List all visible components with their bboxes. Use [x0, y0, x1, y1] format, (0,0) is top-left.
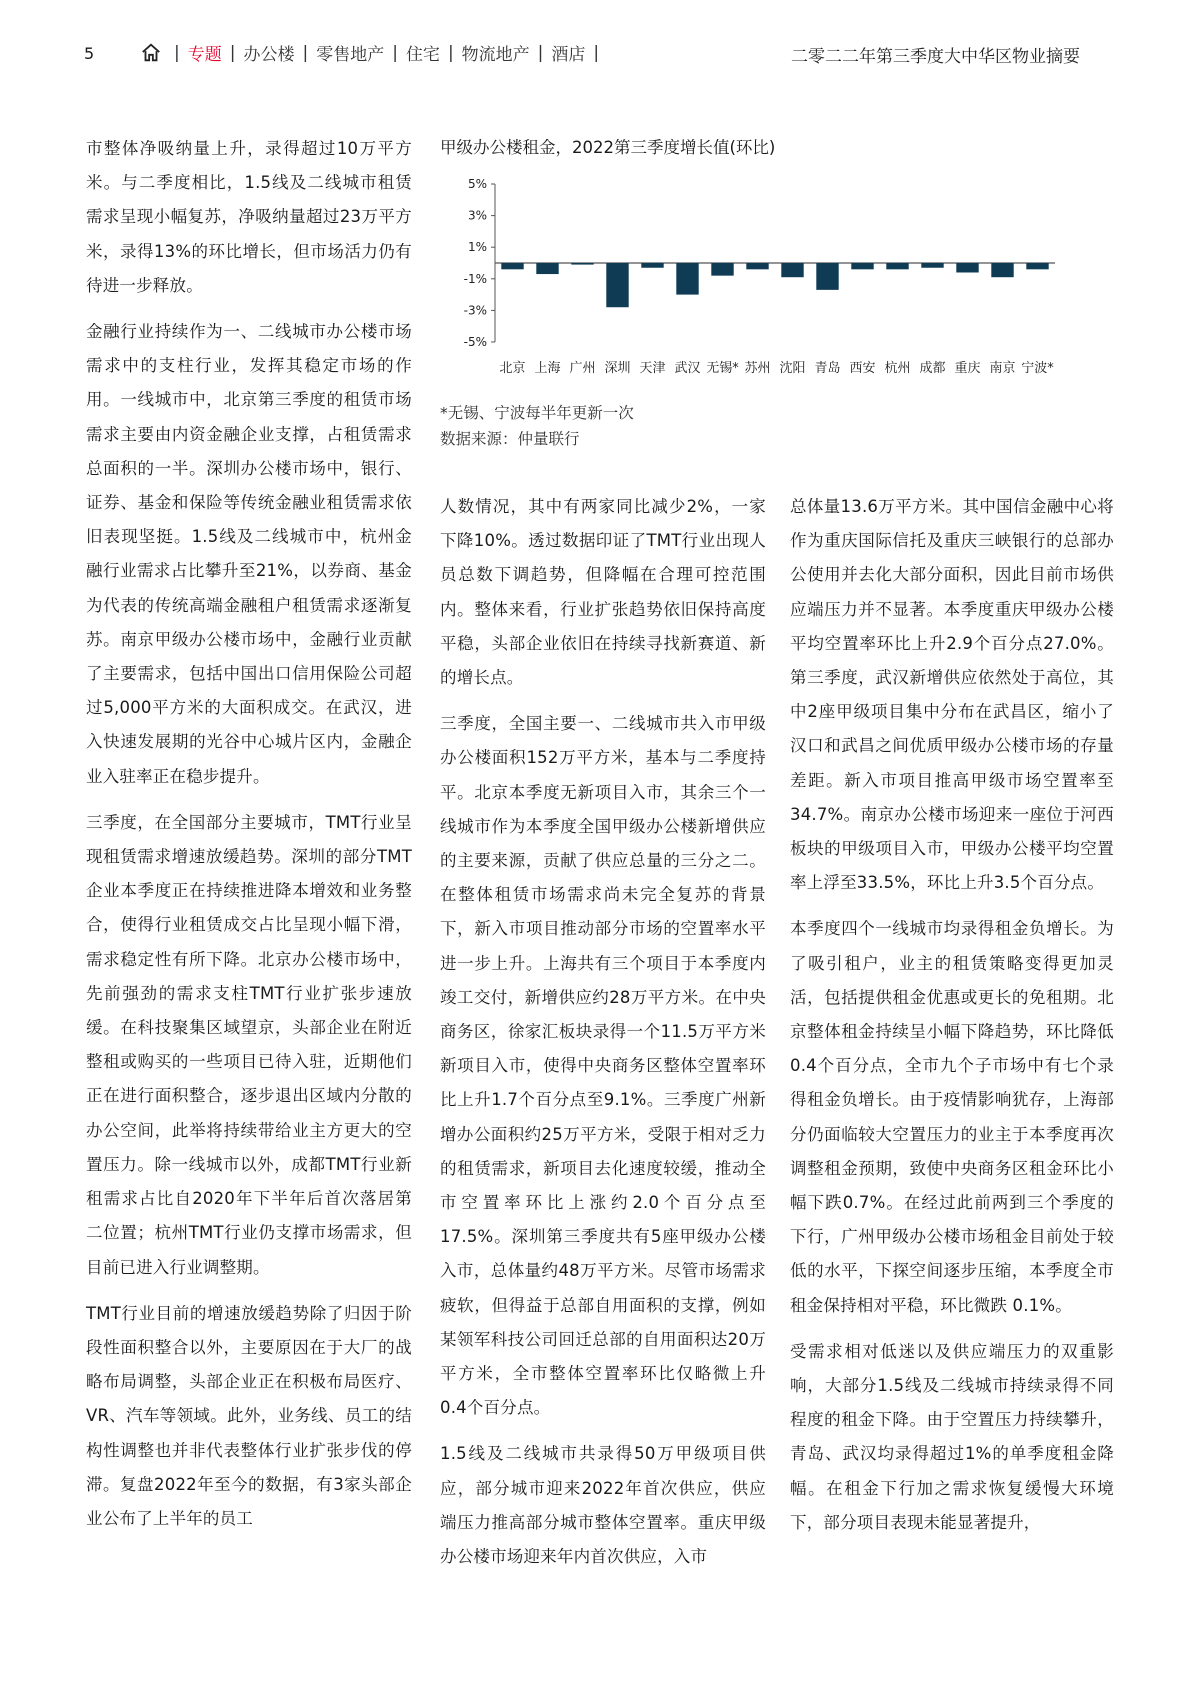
- paragraph: 本季度四个一线城市均录得租金负增长。为了吸引租户，业主的租赁策略变得更加灵活，包括提供租金优惠或更长的免租期。北京整体租金持续呈小幅下降趋势，环比降低0.4个百分点，全市九个子市场中有七个录得租金负增长。由于疫情影响犹存，上海部分仍面临较大空置压力的业主于本季度再次调整租金预期，致使中央商务区租金环比小幅下跌0.7%。在经过此前两到三个季度的下行，广州甲级办公楼市场租金目前处于较低的水平，下探空间逐步压缩，本季度全市租金保持相对平稳，环比微跌 0.1%。: [790, 919, 1114, 1315]
- paragraph: 总体量13.6万平方米。其中国信金融中心将作为重庆国际信托及重庆三峡银行的总部办公使用并去化大部分面积，因此目前市场供应端压力并不显著。本季度重庆甲级办公楼平均空置率环比上升2.9个百分点27.0%。第三季度，武汉新增供应依然处于高位，其中2座甲级项目集中分布在武昌区，缩小了汉口和武昌之间优质甲级办公楼市场的存量差距。新入市项目推高甲级市场空置率至34.7%。南京办公楼市场迎来一座位于河西板块的甲级项目入市，甲级办公楼平均空置率上浮至33.5%，环比上升3.5个百分点。: [790, 497, 1114, 893]
- x-tick-label: 成都: [919, 361, 946, 376]
- y-tick-label: 1%: [467, 240, 487, 255]
- bar: [781, 263, 803, 277]
- nav-separator: |: [447, 42, 454, 63]
- bar: [921, 263, 943, 268]
- report-title: 二零二二年第三季度大中华区物业摘要: [791, 47, 1080, 67]
- nav-item-logistics[interactable]: 物流地产: [461, 45, 530, 65]
- paragraph: 三季度，在全国部分主要城市，TMT行业呈现租赁需求增速放缓趋势。深圳的部分TMT企业本季度正在持续推进降本增效和业务整合，使得行业租赁成交占比呈现小幅下滑，需求稳定性有所下降。北京办公楼市场中，先前强劲的需求支柱TMT行业扩张步速放缓。在科技聚集区域望京，头部企业在附近整租或购买的一些项目已待入驻，近期他们正在进行面积整合，逐步退出区域内分散的办公空间，此举将持续带给业主方更大的空置压力。除一线城市以外，成都TMT行业新租需求占比自2020年下半年后首次落居第二位置；杭州TMT行业仍支撑市场需求，但目前已进入行业调整期。: [86, 812, 412, 1277]
- x-tick-label: 天津: [639, 361, 666, 376]
- bar: [536, 263, 558, 274]
- nav-item-office[interactable]: 办公楼: [243, 45, 295, 65]
- text-column-2: [440, 490, 766, 1586]
- y-tick-label: -1%: [463, 271, 487, 286]
- x-tick-label: 沈阳: [779, 361, 806, 376]
- bar: [991, 263, 1013, 277]
- nav-item-residential[interactable]: 住宅: [405, 45, 440, 65]
- x-tick-label: 苏州: [744, 361, 771, 376]
- bar: [886, 263, 908, 269]
- text-column-3: [790, 490, 1114, 1552]
- text-column-1: [86, 132, 412, 1548]
- y-tick-label: 3%: [467, 208, 487, 223]
- nav-item-retail[interactable]: 零售地产: [316, 45, 385, 65]
- x-tick-label: 广州: [569, 361, 596, 376]
- bar: [676, 263, 698, 295]
- paragraph: 三季度，全国主要一、二线城市共入市甲级办公楼面积152万平方米，基本与二季度持平。北京本季度无新项目入市，其余三个一线城市作为本季度全国甲级办公楼新增供应的主要来源，贡献了供应总量的三分之二。在整体租赁市场需求尚未完全复苏的背景下，新入市项目推动部分市场的空置率水平进一步上升。上海共有三个项目于本季度内竣工交付，新增供应约28万平方米。在中央商务区，徐家汇板块录得一个11.5万平方米新项目入市，使得中央商务区整体空置率环比上升1.7个百分点至9.1%。三季度广州新增办公面积约25万平方米，受限于相对乏力的租赁需求，新项目去化速度较缓，推动全市空置率环比上涨约2.0个百分点至17.5%。深圳第三季度共有5座甲级办公楼入市，总体量约48万平方米。尽管市场需求疲软，但得益于总部自用面积的支撑，例如某领军科技公司回迁总部的自用面积达20万平方米，全市整体空置率环比仅略微上升0.4个百分点。: [440, 714, 766, 1418]
- bar: [711, 263, 733, 276]
- bar: [851, 263, 873, 269]
- x-tick-label: 西安: [849, 361, 876, 376]
- bar: [641, 263, 663, 268]
- home-icon[interactable]: [140, 42, 162, 64]
- paragraph: 金融行业持续作为一、二线城市办公楼市场需求中的支柱行业，发挥其稳定市场的作用。一线城市中，北京第三季度的租赁市场需求主要由内资金融企业支撑，占租赁需求总面积的一半。深圳办公楼市场中，银行、证券、基金和保险等传统金融业租赁需求依旧表现坚挺。1.5线及二线城市中，杭州金融行业需求占比攀升至21%，以券商、基金为代表的传统高端金融租户租赁需求逐渐复苏。南京甲级办公楼市场中，金融行业贡献了主要需求，包括中国出口信用保险公司超过5,000平方米的大面积成交。在武汉，进入快速发展期的光谷中心城片区内，金融企业入驻率正在稳步提升。: [86, 322, 412, 786]
- bar: [606, 263, 628, 307]
- chart-source: 数据来源：仲量联行: [440, 430, 580, 448]
- chart-note: *无锡、宁波每半年更新一次: [440, 404, 634, 422]
- x-tick-label: 无锡*: [706, 361, 739, 376]
- bar: [571, 263, 593, 265]
- chart-svg: [440, 162, 1120, 392]
- x-tick-label: 上海: [534, 361, 561, 376]
- x-tick-label: 重庆: [954, 361, 981, 376]
- nav-separator: |: [229, 42, 236, 63]
- paragraph: 市整体净吸纳量上升，录得超过10万平方米。与二季度相比，1.5线及二线城市租赁需求呈现小幅复苏，净吸纳量超过23万平方米，录得13%的环比增长，但市场活力仍有待进一步释放。: [86, 139, 412, 295]
- y-tick-label: 5%: [467, 177, 487, 191]
- nav-separator: |: [537, 42, 544, 63]
- nav-separator: |: [302, 42, 309, 63]
- y-tick-label: -3%: [463, 303, 487, 318]
- chart-title: 甲级办公楼租金，2022第三季度增长值(环比): [440, 138, 776, 157]
- top-nav: [140, 40, 607, 65]
- page-number: 5: [84, 44, 95, 63]
- bar: [746, 263, 768, 269]
- bar: [1026, 263, 1048, 269]
- nav-item-hotel[interactable]: 酒店: [551, 45, 586, 65]
- x-tick-label: 宁波*: [1021, 361, 1054, 376]
- paragraph: TMT行业目前的增速放缓趋势除了归因于阶段性面积整合以外，主要原因在于大厂的战略布局调整，头部企业正在积极布局医疗、VR、汽车等领域。此外，业务线、员工的结构性调整也并非代表整体行业扩张步伐的停滞。复盘2022年至今的数据，有3家头部企业公布了上半年的员工: [86, 1303, 412, 1528]
- x-tick-label: 武汉: [674, 361, 701, 376]
- nav-separator: |: [593, 42, 600, 63]
- x-tick-label: 北京: [499, 361, 526, 376]
- nav-separator: |: [392, 42, 398, 63]
- x-tick-label: 南京: [989, 361, 1016, 376]
- bar: [816, 263, 838, 290]
- bar: [501, 263, 523, 269]
- y-tick-label: -5%: [463, 335, 487, 349]
- nav-item-topics[interactable]: 专题: [187, 45, 222, 65]
- x-tick-label: 杭州: [884, 361, 911, 376]
- paragraph: 人数情况，其中有两家同比减少2%，一家下降10%。透过数据印证了TMT行业出现人员总数下调趋势，但降幅在合理可控范围内。整体来看，行业扩张趋势依旧保持高度平稳，头部企业依旧在持续寻找新赛道、新的增长点。: [440, 497, 766, 688]
- paragraph: 1.5线及二线城市共录得50万甲级项目供应，部分城市迎来2022年首次供应，供应端压力推高部分城市整体空置率。重庆甲级办公楼市场迎来年内首次供应，入市: [440, 1444, 766, 1567]
- bar: [956, 263, 978, 272]
- x-tick-label: 深圳: [604, 361, 631, 376]
- x-tick-label: 青岛: [814, 361, 841, 376]
- rent-growth-chart: [440, 134, 1120, 452]
- nav-separator: |: [174, 42, 180, 63]
- paragraph: 受需求相对低迷以及供应端压力的双重影响，大部分1.5线及二线城市持续录得不同程度的租金下降。由于空置压力持续攀升，青岛、武汉均录得超过1%的单季度租金降幅。在租金下行加之需求恢复缓慢大环境下，部分项目表现未能显著提升，: [790, 1341, 1114, 1532]
